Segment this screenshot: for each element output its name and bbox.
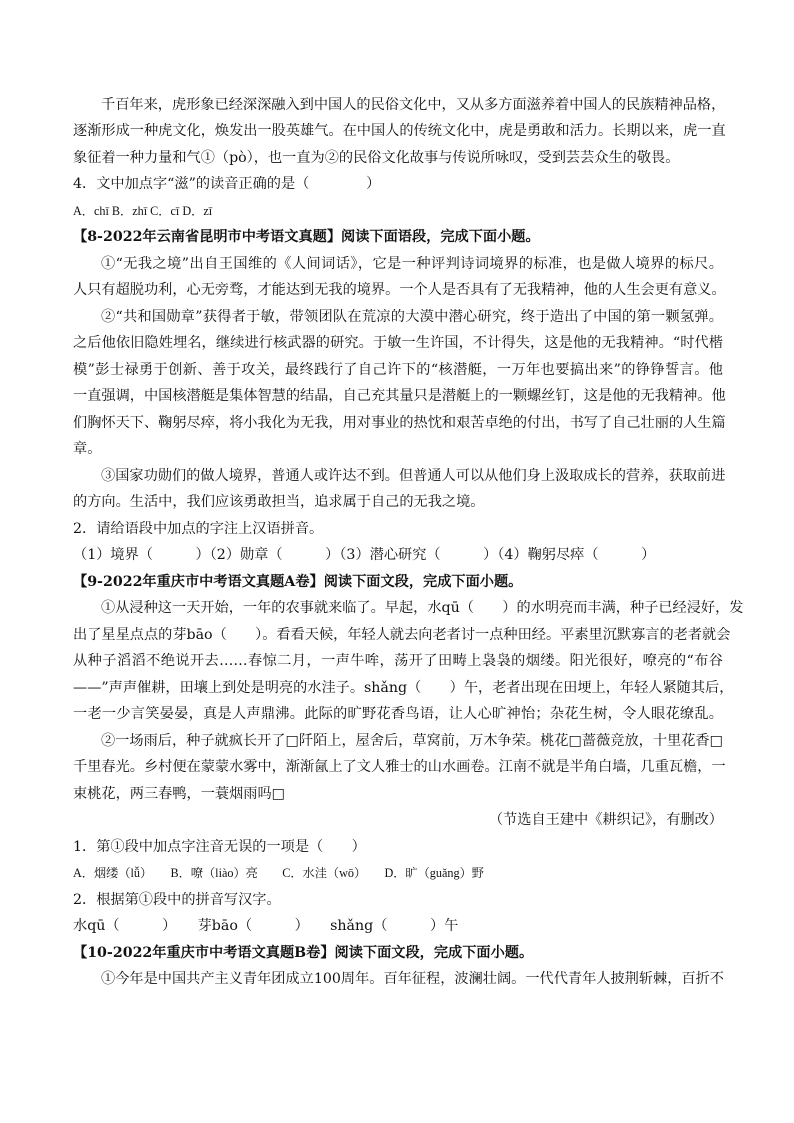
section-8-para-1-line-1: ①“无我之境”出自王国维的《人间词话》，它是一种评判诗词境界的标准，也是做人境界的标尺。	[101, 256, 723, 272]
section-8-question-2-blanks: （1）境界（ ）（2）勋章（ ）（3）潜心研究（ ）（4）鞠躬尽瘁（ ）	[73, 547, 656, 563]
section-9-question-1: 1．第①段中加点字注音无误的一项是（ ）	[73, 839, 366, 855]
paragraph-tiger-line-2: 逐渐形成一种虎文化，焕发出一股英雄气。在中国人的传统文化中，虎是勇敢和活力。长期以来，虎一直	[73, 123, 726, 139]
section-8-para-2-line-2: 之后他依旧隐姓埋名，继续进行核武器的研究。于敏一生许国，不计得失，这是他的无我精神。“时代楷	[73, 335, 723, 351]
section-9-question-1-options: A．烟缕（lǚ） B．嘹（liào）亮 C．水洼（wō） D．旷（guǎng）野	[73, 866, 484, 880]
section-9-para-1-line-1: ①从浸种这一天开始，一年的农事就来临了。早起，水qū（ ）的水明亮而丰满，种子已经浸好，发	[101, 600, 744, 616]
paragraph-tiger-line-3: 象征着一种力量和气①（pò），也一直为②的民俗文化故事与传说所咏叹，受到芸芸众生的敬畏。	[73, 150, 680, 166]
section-9-para-2-line-2: 千里春光。乡村便在蒙蒙水雾中，渐渐氤上了文人雅士的山水画卷。江南不就是半角白墙，几重瓦檐，一	[73, 759, 726, 775]
question-4-options: A．chī B．zhī C．cī D．zī	[73, 204, 213, 218]
section-8-para-1-line-2: 人只有超脱功利，心无旁骛，才能达到无我的境界。一个人是否具有了无我精神，他的人生会更有意义。	[73, 282, 726, 298]
section-9-question-2: 2．根据第①段中的拼音写汉字。	[73, 892, 281, 908]
section-8-para-2-line-6: 章。	[73, 441, 102, 457]
section-9-para-1-line-3: 从种子滔滔不绝说开去……春惊二月，一声牛哞，荡开了田畴上袅袅的烟缕。阳光很好，嘹亮的“布谷	[73, 653, 723, 669]
section-10-para-1-line-1: ①今年是中国共产主义青年团成立100周年。百年征程，波澜壮阔。一代代青年人披荆斩棘，百折不	[101, 971, 724, 987]
source-note: （节选自王建中《耕织记》，有删改）	[488, 812, 723, 828]
section-8-question-2: 2．请给语段中加点的字注上汉语拼音。	[73, 521, 324, 537]
section-8-para-2-line-4: 一直强调，中国核潜艇是集体智慧的结晶，自己充其量只是潜艇上的一颗螺丝钉，这是他的无我精神。他	[73, 388, 726, 404]
section-8-heading: 【8-2022年云南省昆明市中考语文真题】阅读下面语段，完成下面小题。	[73, 229, 540, 245]
section-8-para-2-line-3: 模”彭士禄勇于创新、善于攻关，最终践行了自己许下的“核潜艇，一万年也要搞出来”的铮铮誓言。他	[73, 362, 723, 378]
paragraph-tiger-line-1: 千百年来，虎形象已经深深融入到中国人的民俗文化中，又从多方面滋养着中国人的民族精神品格，	[101, 97, 726, 113]
section-10-heading: 【10-2022年重庆市中考语文真题B卷】阅读下面文段，完成下面小题。	[73, 945, 534, 961]
section-9-question-2-blanks: 水qū（ ） 芽bāo（ ） shǎng（ ）午	[73, 918, 459, 934]
section-9-para-1-line-2: 出了星星点点的芽bāo（ ）。看看天候，年轻人就去向老者讨一点种田经。平素里沉默寡言的老者就会	[73, 627, 731, 643]
section-8-para-3-line-1: ③国家功勋们的做人境界，普通人或许达不到。但普通人可以从他们身上汲取成长的营养，获取前进	[101, 468, 726, 484]
question-4: 4．文中加点字“滋”的读音正确的是（ ）	[73, 176, 381, 192]
section-9-para-1-line-5: 一老一少言笑晏晏，真是人声鼎沸。此际的旷野花香鸟语，让人心旷神怡；杂花生树，令人眼花缭乱。	[73, 706, 723, 722]
section-9-para-2-line-3: 束桃花，两三春鸭，一蓑烟雨吗□	[73, 786, 286, 802]
section-9-heading: 【9-2022年重庆市中考语文真题A卷】阅读下面文段，完成下面小题。	[73, 574, 523, 590]
section-9-para-2-line-1: ②一场雨后，种子就疯长开了□阡陌上，屋舍后，草窝前，万木争荣。桃花□蔷薇竞放，十里花香□	[101, 733, 723, 749]
section-9-para-1-line-4: ——”声声催耕，田壤上到处是明亮的水洼子。shǎng（ ）午，老者出现在田埂上，年轻人紧随其后，	[73, 680, 734, 696]
section-8-para-3-line-2: 的方向。生活中，我们应该勇敢担当，追求属于自己的无我之境。	[73, 494, 485, 510]
section-8-para-2-line-1: ②“共和国勋章”获得者于敏，带领团队在荒凉的大漠中潜心研究，终于造出了中国的第一颗氢弹。	[101, 309, 723, 325]
section-8-para-2-line-5: 们胸怀天下、鞠躬尽瘁，将小我化为无我，用对事业的热忱和艰苦卓绝的付出，书写了自己壮丽的人生篇	[73, 415, 726, 431]
